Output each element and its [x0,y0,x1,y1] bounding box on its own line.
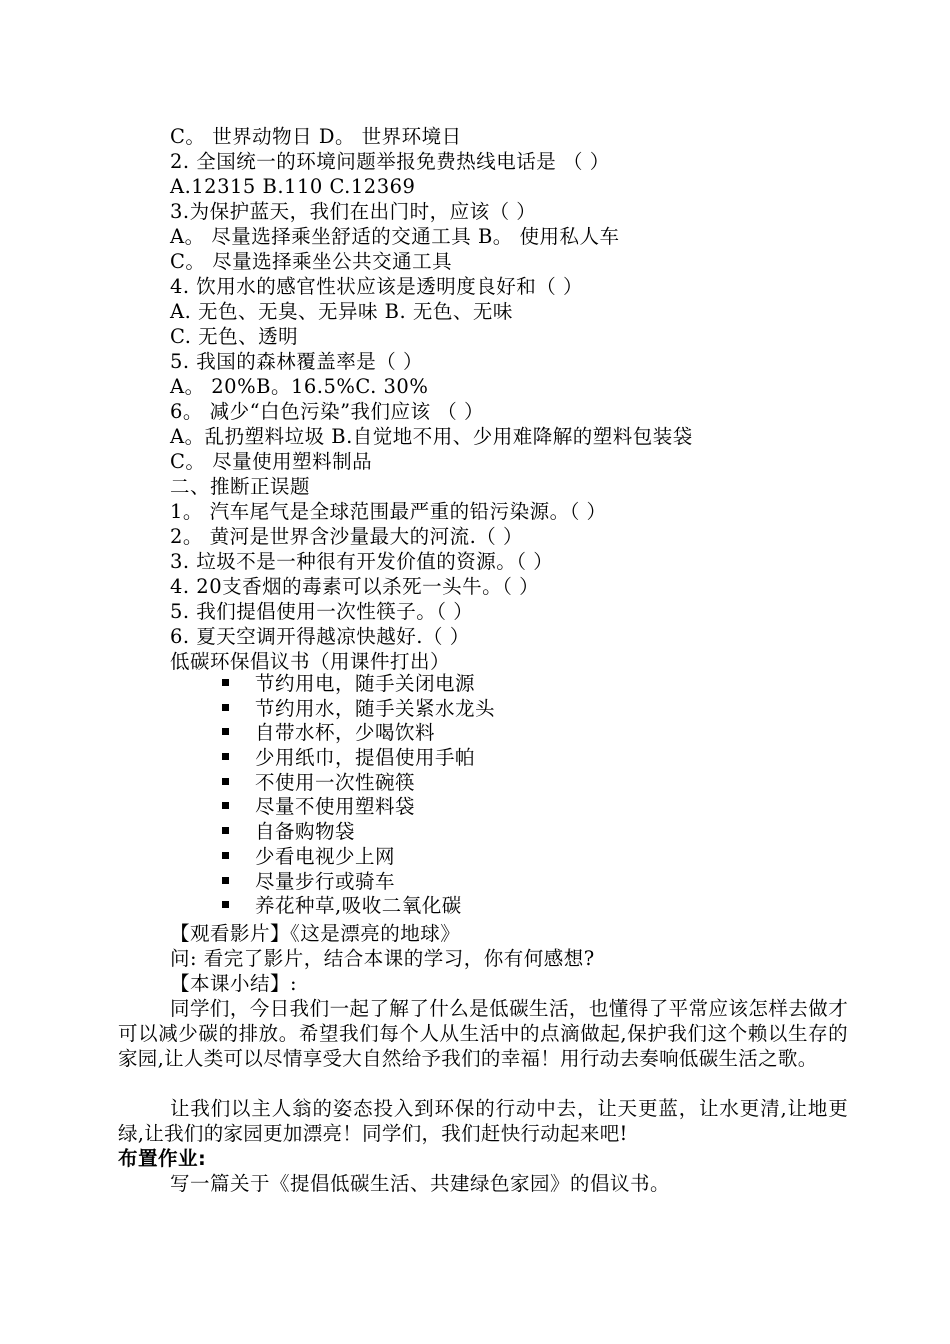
list-item: 自备购物袋 [222,820,495,845]
text-line: A。 20%B。16.5%C. 30% [170,375,429,398]
text-line: 问: 看完了影片，结合本课的学习，你有何感想? [170,947,595,970]
square-bullet-icon [222,901,229,908]
text-line: 1。 汽车尾气是全球范围最严重的铅污染源。（ ） [170,500,607,523]
text-line: A。 尽量选择乘坐舒适的交通工具 B。 使用私人车 [170,225,620,248]
list-item: 尽量不使用塑料袋 [222,795,495,820]
text-line: 3. 垃圾不是一种很有开发价值的资源。（ ） [170,550,554,573]
square-bullet-icon [222,704,229,711]
text-line: 【本课小结】: [170,972,298,995]
section-heading: 二、推断正误题 [170,475,311,498]
text-line: A。乱扔塑料垃圾 B.自觉地不用、少用难降解的塑料包装袋 [170,425,693,448]
list-item: 自带水杯，少喝饮料 [222,721,495,746]
text-line: C. 无色、透明 [170,325,299,348]
homework-heading: 布置作业: [118,1147,207,1170]
text-line: 5. 我们提倡使用一次性筷子。（ ） [170,600,474,623]
text-line: 6. 夏天空调开得越凉快越好.（ ） [170,625,470,648]
text-line: C。 尽量选择乘坐公共交通工具 [170,250,453,273]
list-item: 节约用电，随手关闭电源 [222,672,495,697]
text-line: 6。 减少“白色污染”我们应该 （ ） [170,400,484,423]
text-line: 3.为保护蓝天，我们在出门时，应该（ ） [170,200,537,223]
text-line: A. 无色、无臭、无异味 B. 无色、无味 [170,300,513,323]
text-line: 低碳环保倡议书（用课件打出） [170,650,451,673]
text-line: 2. 全国统一的环境问题举报免费热线电话是 （ ） [170,150,610,173]
homework-text: 写一篇关于《提倡低碳生活、共建绿色家园》的倡议书。 [170,1172,671,1195]
text-line: 【观看影片】《这是漂亮的地球》 [170,922,461,945]
square-bullet-icon [222,753,229,760]
text-line: 4. 饮用水的感官性状应该是透明度良好和（ ） [170,275,584,298]
closing-paragraph: 让我们以主人翁的姿态投入到环保的行动中去，让天更蓝，让水更清,让地更绿,让我们的家园更加漂亮！同学们，我们赶快行动起来吧! [118,1097,848,1145]
text-line: 2。 黄河是世界含沙量最大的河流.（ ） [170,525,524,548]
text-line: C。 尽量使用塑料制品 [170,450,373,473]
text-line: C。 世界动物日 D。 世界环境日 [170,125,462,148]
square-bullet-icon [222,827,229,834]
proposal-list [222,672,495,919]
text-line: 5. 我国的森林覆盖率是（ ） [170,350,424,373]
list-item: 少看电视少上网 [222,845,495,870]
summary-paragraph: 同学们，今日我们一起了解了什么是低碳生活，也懂得了平常应该怎样去做才可以减少碳的排放。希望我们每个人从生活中的点滴做起,保护我们这个赖以生存的家园,让人类可以尽情享受大自然给予我们的幸福！用行动去奏响低碳生活之歌。 [118,997,848,1070]
square-bullet-icon [222,679,229,686]
square-bullet-icon [222,852,229,859]
square-bullet-icon [222,802,229,809]
list-item: 养花种草,吸收二氧化碳 [222,894,495,919]
text-line: A.12315 B.110 C.12369 [170,175,416,198]
list-item: 少用纸巾，提倡使用手帕 [222,746,495,771]
square-bullet-icon [222,728,229,735]
list-item: 尽量步行或骑车 [222,870,495,895]
square-bullet-icon [222,778,229,785]
list-item: 节约用水，随手关紧水龙头 [222,697,495,722]
list-item: 不使用一次性碗筷 [222,771,495,796]
text-line: 4. 20支香烟的毒素可以杀死一头牛。（ ） [170,575,540,598]
square-bullet-icon [222,877,229,884]
